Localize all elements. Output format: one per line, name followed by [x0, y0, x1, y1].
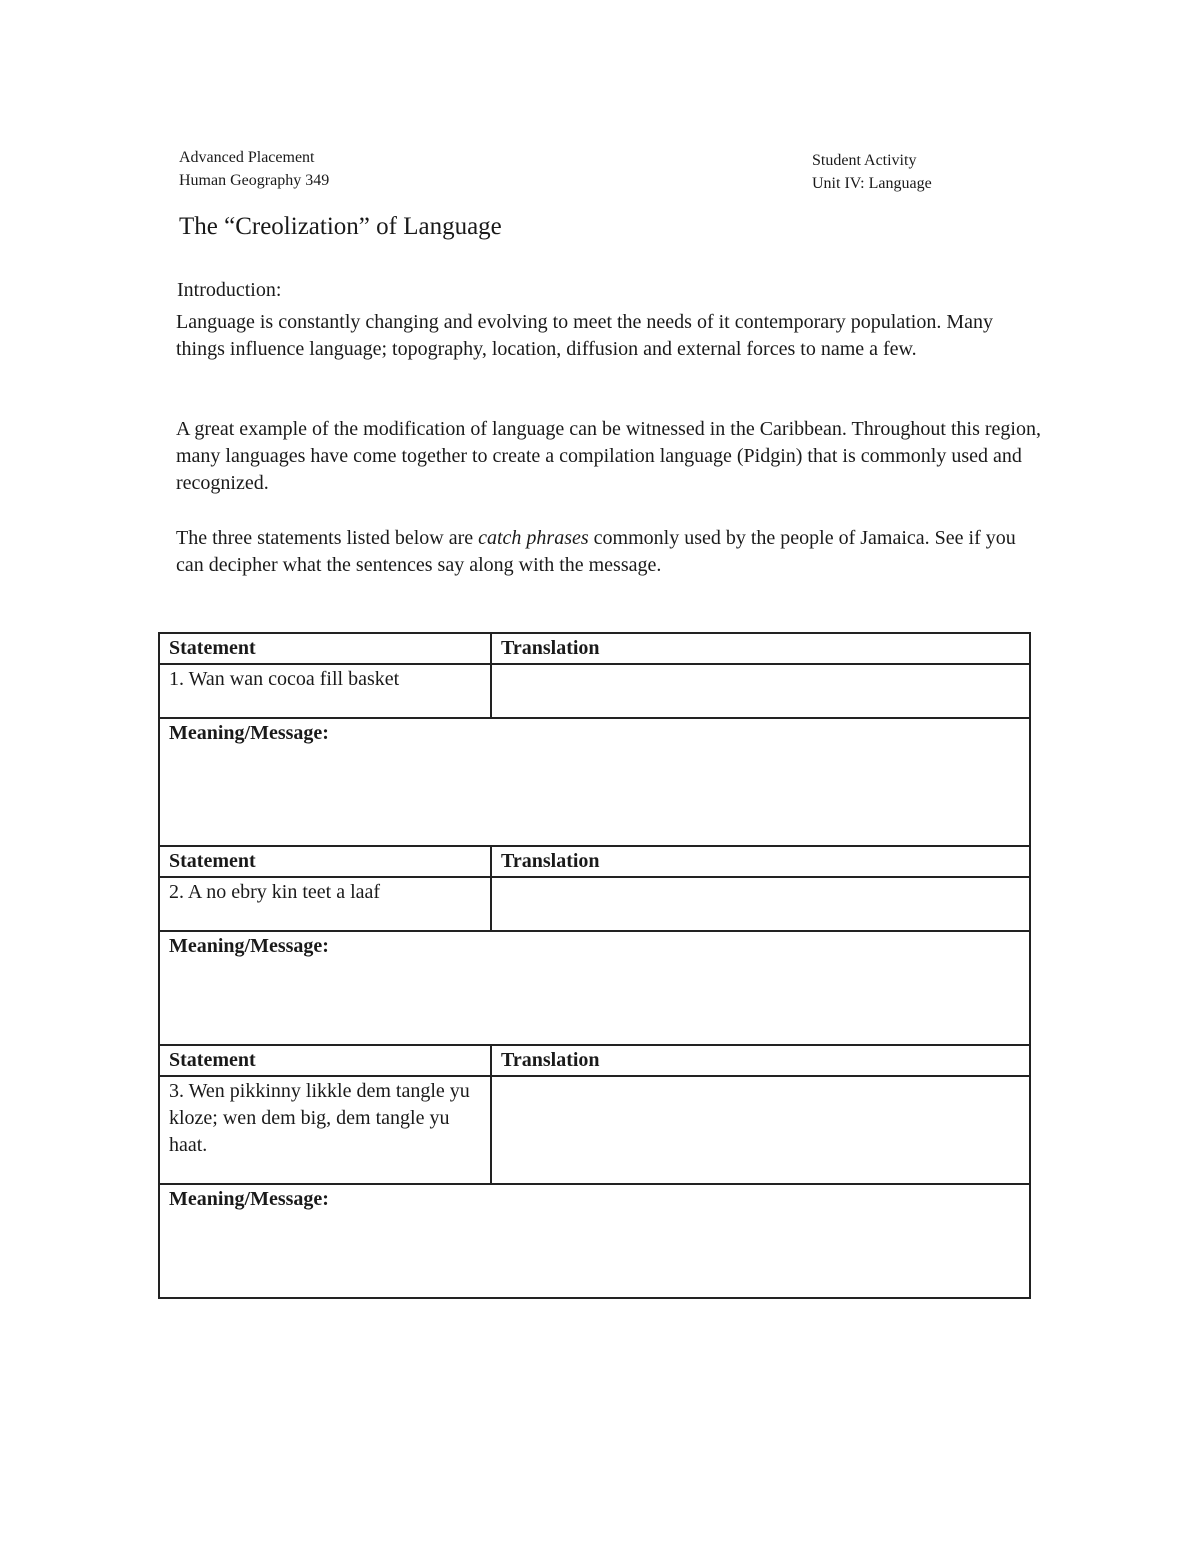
meaning-answer-cell[interactable] — [159, 931, 1030, 1045]
meaning-answer-cell[interactable] — [159, 1184, 1030, 1298]
table-header-row — [159, 633, 1030, 664]
activity-line-2: Unit IV: Language — [812, 175, 932, 192]
activity-table — [158, 632, 1031, 1299]
statement-cell: 2. A no ebry kin teet a laaf — [159, 877, 491, 931]
para3-emphasis: catch phrases — [478, 527, 589, 549]
course-info — [179, 146, 329, 192]
activity-line-1: Student Activity — [812, 152, 917, 169]
activity-info — [812, 149, 932, 195]
intro-paragraph-1: Language is constantly changing and evolving to meet the needs of it contemporary population. Many things influence language; topography, location, diffusion and external forces to name a few. — [176, 311, 994, 360]
translation-header: Translation — [491, 633, 1030, 664]
statement-cell: 3. Wen pikkinny likkle dem tangle yu kloze; wen dem big, dem tangle yu haat. — [159, 1076, 491, 1184]
meaning-row — [159, 1184, 1030, 1298]
meaning-label: Meaning/Message: — [169, 935, 329, 957]
statement-header: Statement — [159, 633, 491, 664]
translation-answer-cell[interactable] — [491, 664, 1030, 718]
intro-paragraph-3 — [176, 525, 1046, 579]
translation-header: Translation — [491, 846, 1030, 877]
statement-cell: 1. Wan wan cocoa fill basket — [159, 664, 491, 718]
page-title: The “Creolization” of Language — [179, 213, 502, 240]
meaning-answer-cell[interactable] — [159, 718, 1030, 846]
statement-row — [159, 664, 1030, 718]
meaning-row — [159, 931, 1030, 1045]
statement-header: Statement — [159, 1045, 491, 1076]
statement-row — [159, 1076, 1030, 1184]
para3-text-after: commonly used by the people of Jamaica. See if you can decipher what the sentences say along with the message. — [176, 527, 1016, 576]
translation-header: Translation — [491, 1045, 1030, 1076]
table-header-row — [159, 846, 1030, 877]
translation-answer-cell[interactable] — [491, 1076, 1030, 1184]
meaning-label: Meaning/Message: — [169, 1188, 329, 1210]
meaning-row — [159, 718, 1030, 846]
translation-answer-cell[interactable] — [491, 877, 1030, 931]
statement-row — [159, 877, 1030, 931]
course-line-1: Advanced Placement — [179, 149, 315, 166]
course-line-2: Human Geography 349 — [179, 172, 330, 189]
introduction-heading: Introduction: — [177, 279, 282, 301]
statement-header: Statement — [159, 846, 491, 877]
intro-paragraph-2: A great example of the modification of language can be witnessed in the Caribbean. Throughout this region, many languages have come together to create a compilation language (Pidgin) that is commonly used and recognized. — [176, 418, 1041, 494]
para3-text-before: The three statements listed below are — [176, 527, 479, 549]
table-header-row — [159, 1045, 1030, 1076]
meaning-label: Meaning/Message: — [169, 722, 329, 744]
